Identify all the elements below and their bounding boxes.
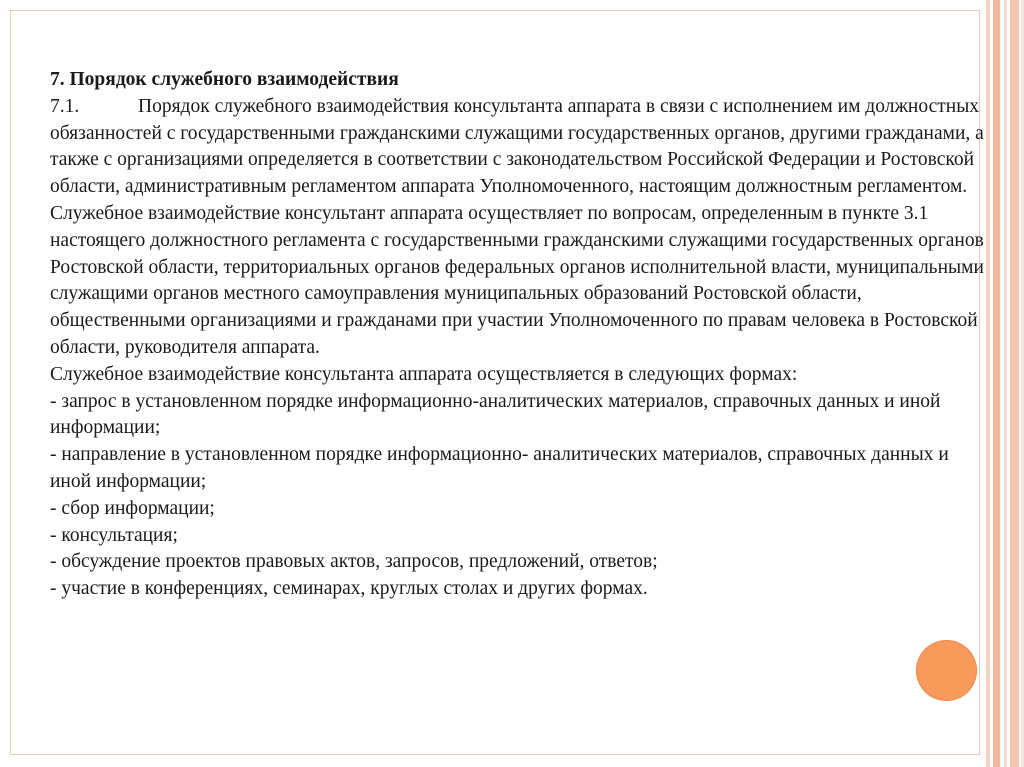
paragraph-7-1 [50, 94, 985, 201]
paragraph-interaction-forms: Служебное взаимодействие консультанта аппарата осуществляется в следующих формах: [50, 363, 798, 385]
decor-stripe [986, 0, 990, 767]
paragraph-number: 7.1. [50, 95, 80, 117]
paragraph-text: Порядок служебного взаимодействия консультанта аппарата в связи с исполнением им должностных обязанностей с государственными гражданскими служащими государственных органов, другими гражданами, а также с организациями определяется в соответствии с законодательством Российской Федерации и Ростовской области, административным регламентом аппарата Уполномоченного, настоящим должностным регламентом. [50, 95, 984, 198]
list-item: - сбор информации; [50, 497, 215, 519]
paragraph-interaction-scope: Служебное взаимодействие консультант аппарата осуществляет по вопросам, определенным в пункте 3.1 настоящего должностного регламента с государственными гражданскими служащими государственных органов Ростовской области, территориальных органов федеральных органов исполнительной власти, муниципальными служащими органов местного самоуправления муниципальных образований Ростовской области, общественными организациями и гражданами при участии Уполномоченного по правам человека в Ростовской области, руководителя аппарата. [50, 202, 984, 358]
list-item: - обсуждение проектов правовых актов, запросов, предложений, ответов; [50, 551, 658, 573]
list-item: - участие в конференциях, семинарах, круглых столах и других формах. [50, 578, 648, 600]
decor-stripe [1010, 0, 1019, 767]
list-item: - запрос в установленном порядке информационно-аналитических материалов, справочных данных и иной информации; [50, 390, 941, 439]
list-item: - консультация; [50, 524, 178, 546]
list-item: - направление в установленном порядке информационно- аналитических материалов, справочных данных и иной информации; [50, 444, 949, 492]
decor-stripe [993, 0, 1000, 767]
decor-stripe [1004, 0, 1007, 767]
slide-content [50, 67, 985, 603]
decor-circle [916, 640, 977, 701]
section-heading: 7. Порядок служебного взаимодействия [50, 69, 399, 90]
